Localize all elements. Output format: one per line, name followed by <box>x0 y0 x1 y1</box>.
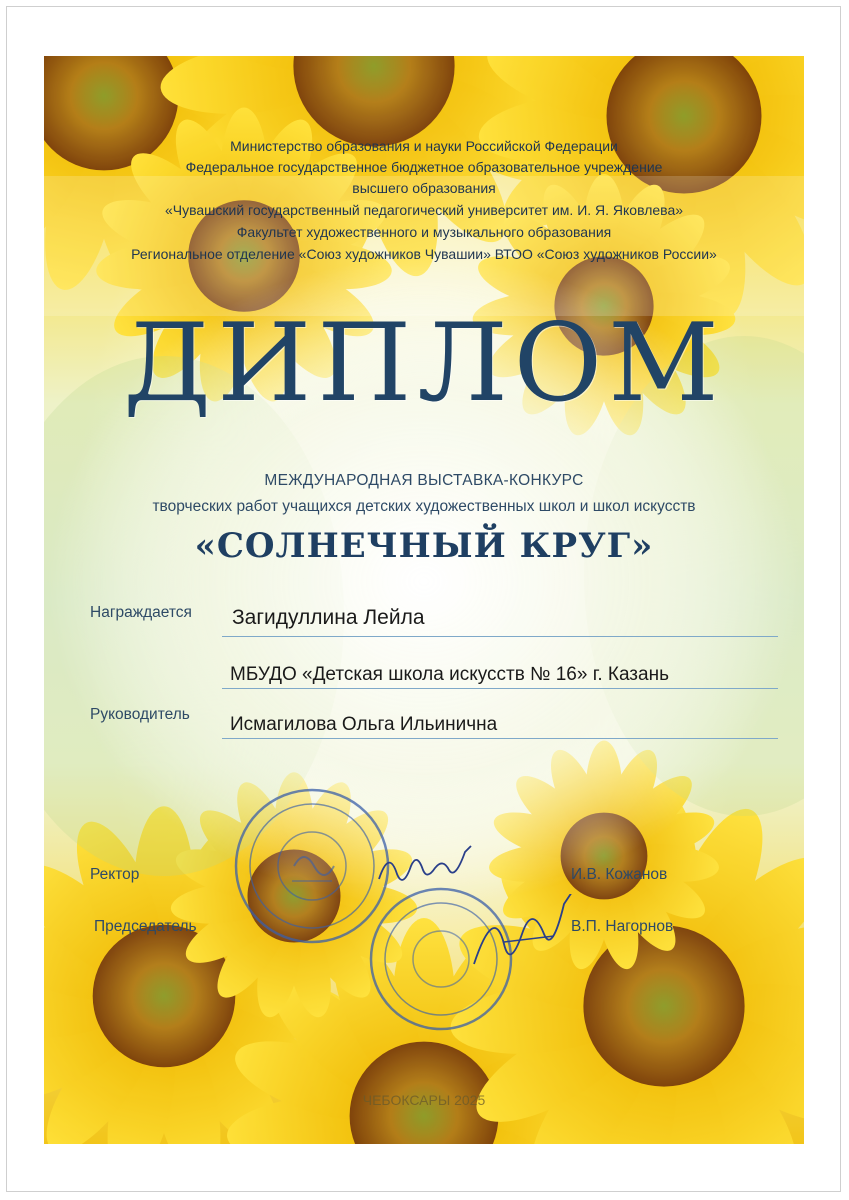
header-union: Региональное отделение «Союз художников Чувашии» ВТОО «Союз художников России» <box>131 246 717 262</box>
school-underline <box>222 688 778 689</box>
contest-type: МЕЖДУНАРОДНАЯ ВЫСТАВКА-КОНКУРС <box>264 472 584 489</box>
contest-description: творческих работ учащихся детских художественных школ и школ искусств <box>152 498 696 515</box>
diploma-sheet <box>44 56 804 1144</box>
header-ministry: Министерство образования и науки Российской Федерации <box>230 138 618 154</box>
supervisor-underline <box>222 738 778 739</box>
header-faculty: Факультет художественного и музыкального образования <box>236 224 612 240</box>
diploma-title: ДИПЛОМ <box>123 301 725 426</box>
awardee-underline <box>222 636 778 637</box>
rector-signature <box>374 844 494 894</box>
header-education-level: высшего образования <box>352 180 496 196</box>
header-university: «Чувашский государственный педагогический университет им. И. Я. Яковлева» <box>164 202 684 218</box>
awarded-label: Награждается <box>90 604 192 621</box>
city-year: ЧЕБОКСАРЫ 2025 <box>362 1092 486 1108</box>
rector-name: И.В. Кожанов <box>571 866 668 883</box>
awardee-name: Загидуллина Лейла <box>232 606 425 629</box>
chair-signature <box>464 894 584 974</box>
supervisor-name: Исмагилова Ольга Ильинична <box>230 714 498 735</box>
header-institution-type: Федеральное государственное бюджетное образовательное учреждение <box>185 159 663 175</box>
school-name: МБУДО «Детская школа искусств № 16» г. Казань <box>230 664 669 685</box>
chair-label: Председатель <box>94 918 197 935</box>
rector-label: Ректор <box>90 866 140 883</box>
supervisor-label: Руководитель <box>90 706 190 723</box>
chair-name: В.П. Нагорнов <box>571 918 674 935</box>
contest-name: «СОЛНЕЧНЫЙ КРУГ» <box>194 526 654 566</box>
